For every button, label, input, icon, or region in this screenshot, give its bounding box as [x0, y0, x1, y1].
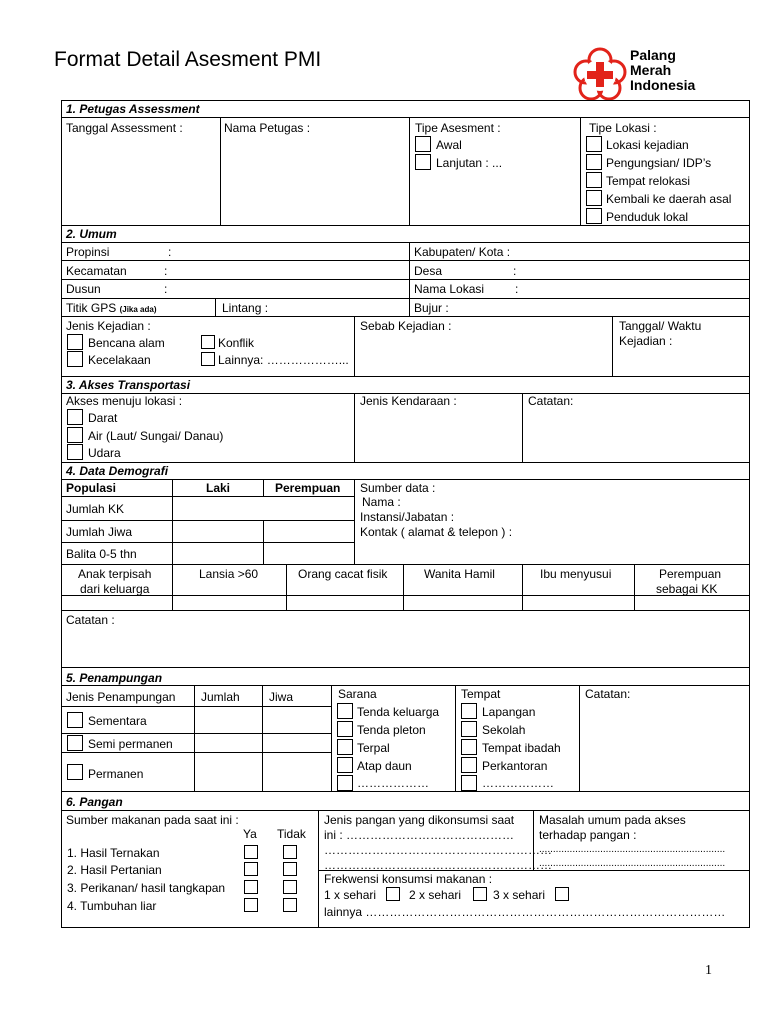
checkbox-kecelakaan[interactable] — [67, 351, 83, 367]
header-laki: Laki — [206, 481, 231, 495]
header-jumlah: Jumlah — [201, 690, 240, 704]
label-permanen: Permanen — [88, 767, 144, 781]
checkbox-perikanan-ya[interactable] — [244, 880, 258, 894]
checkbox-tenda-keluarga[interactable] — [337, 703, 353, 719]
label-sementara: Sementara — [88, 714, 147, 728]
label-tenda-keluarga: Tenda keluarga — [357, 705, 440, 719]
jenis-pangan-dots: ………………………………………………… — [324, 858, 552, 872]
checkbox-tumbuhan-tidak[interactable] — [283, 898, 297, 912]
checkbox-semi-permanen[interactable] — [67, 735, 83, 751]
label-udara: Udara — [88, 446, 121, 460]
checkbox-air[interactable] — [67, 427, 83, 443]
label-sumber-data: Sumber data : — [360, 481, 436, 495]
label-catatan-penampungan: Catatan: — [585, 687, 631, 701]
label-sumber-nama: Nama : — [362, 495, 401, 509]
section-heading-umum: 2. Umum — [66, 227, 117, 241]
gps-label-text: Titik GPS — [66, 301, 117, 315]
group-lansia: Lansia >60 — [199, 567, 259, 581]
label-tanggal-assessment: Tanggal Assessment : — [66, 121, 183, 135]
checkbox-sekolah[interactable] — [461, 721, 477, 737]
label-kecamatan: Kecamatan — [66, 264, 127, 278]
label-bujur: Bujur : — [414, 301, 449, 315]
label-lainnya-kejadian: Lainnya: ………………... — [218, 353, 349, 367]
label-kecelakaan: Kecelakaan — [88, 353, 151, 367]
label-catatan-transportasi: Catatan: — [528, 394, 574, 408]
checkbox-terpal[interactable] — [337, 739, 353, 755]
label-perikanan: 3. Perikanan/ hasil tangkapan — [67, 881, 226, 895]
label-terhadap-pangan: terhadap pangan : — [539, 828, 637, 842]
header-tidak: Tidak — [277, 827, 306, 841]
checkbox-perikanan-tidak[interactable] — [283, 880, 297, 894]
label-jenis-kejadian: Jenis Kejadian : — [66, 319, 151, 333]
label-catatan-demografi: Catatan : — [66, 613, 115, 627]
masalah-dots: ................................................................... — [539, 858, 726, 869]
label-1x-sehari: 1 x sehari — [324, 888, 377, 902]
group-anak-terpisah-line1: Anak terpisah — [78, 567, 152, 581]
label-hasil-ternakan: 1. Hasil Ternakan — [67, 846, 160, 860]
section-heading-pangan: 6. Pangan — [66, 795, 123, 809]
checkbox-lanjutan[interactable] — [415, 154, 431, 170]
label-tempat-ibadah: Tempat ibadah — [482, 741, 561, 755]
colon: : — [164, 264, 168, 278]
header-sarana: Sarana — [338, 687, 377, 701]
checkbox-kembali-ke-daerah-asal[interactable] — [586, 190, 602, 206]
label-sebab-kejadian: Sebab Kejadian : — [360, 319, 452, 333]
checkbox-atap-daun[interactable] — [337, 757, 353, 773]
checkbox-tenda-pleton[interactable] — [337, 721, 353, 737]
header-tempat: Tempat — [461, 687, 501, 701]
checkbox-3x-sehari[interactable] — [555, 887, 569, 901]
label-tempat-relokasi: Tempat relokasi — [606, 174, 691, 188]
label-pengungsian: Pengungsian/ IDP’s — [606, 156, 712, 170]
label-perkantoran: Perkantoran — [482, 759, 548, 773]
row-label-jumlah-kk: Jumlah KK — [66, 502, 125, 516]
label-air: Air (Laut/ Sungai/ Danau) — [88, 429, 224, 443]
header-populasi: Populasi — [66, 481, 117, 495]
header-jiwa: Jiwa — [269, 690, 294, 704]
jenis-pangan-dots: ………………………………………………… — [324, 843, 552, 857]
group-ibu-menyusui: Ibu menyusui — [540, 567, 612, 581]
checkbox-lokasi-kejadian[interactable] — [586, 136, 602, 152]
checkbox-tumbuhan-ya[interactable] — [244, 898, 258, 912]
label-sarana-lain: ……………… — [357, 776, 429, 790]
label-lanjutan: Lanjutan : ... — [436, 156, 503, 170]
checkbox-sementara[interactable] — [67, 712, 83, 728]
checkbox-2x-sehari[interactable] — [473, 887, 487, 901]
gps-note: (Jika ada) — [119, 305, 157, 314]
checkbox-udara[interactable] — [67, 444, 83, 460]
logo-line: Indonesia — [630, 77, 696, 93]
row-label-balita: Balita 0-5 thn — [66, 547, 137, 561]
logo-line: Palang — [630, 47, 676, 63]
label-desa: Desa — [414, 264, 443, 278]
label-tenda-pleton: Tenda pleton — [357, 723, 426, 737]
label-kejadian: Kejadian : — [619, 334, 673, 348]
label-tumbuhan-liar: 4. Tumbuhan liar — [67, 899, 157, 913]
label-jenis-pangan: Jenis pangan yang dikonsumsi saat — [324, 813, 515, 827]
label-sumber-makanan: Sumber makanan pada saat ini : — [66, 813, 239, 827]
label-darat: Darat — [88, 411, 118, 425]
page-number: 1 — [705, 963, 712, 978]
label-nama-lokasi: Nama Lokasi — [414, 282, 485, 296]
section-heading-akses-transportasi: 3. Akses Transportasi — [66, 378, 191, 392]
label-jenis-kendaraan: Jenis Kendaraan : — [360, 394, 457, 408]
label-terpal: Terpal — [357, 741, 390, 755]
group-perempuan-kk-line1: Perempuan — [659, 567, 722, 581]
label-kembali-ke-daerah-asal: Kembali ke daerah asal — [606, 192, 732, 206]
label-tipe-asesment: Tipe Asesment : — [415, 121, 501, 135]
label-titik-gps — [66, 301, 156, 317]
section-heading-petugas: 1. Petugas Assessment — [66, 102, 200, 116]
label-dusun: Dusun — [66, 282, 101, 296]
checkbox-ternakan-tidak[interactable] — [283, 845, 297, 859]
label-hasil-pertanian: 2. Hasil Pertanian — [67, 863, 162, 877]
checkbox-permanen[interactable] — [67, 764, 83, 780]
header-perempuan: Perempuan — [275, 481, 341, 495]
label-atap-daun: Atap daun — [357, 759, 412, 773]
checkbox-sarana-lain[interactable] — [337, 775, 353, 791]
label-tanggal-waktu: Tanggal/ Waktu — [619, 319, 702, 333]
label-bencana-alam: Bencana alam — [88, 336, 165, 350]
label-lapangan: Lapangan — [482, 705, 536, 719]
label-tempat-lain: ……………… — [482, 776, 554, 790]
checkbox-1x-sehari[interactable] — [386, 887, 400, 901]
checkbox-perkantoran[interactable] — [461, 757, 477, 773]
checkbox-lapangan[interactable] — [461, 703, 477, 719]
group-wanita-hamil: Wanita Hamil — [424, 567, 495, 581]
label-lainnya-frekwensi: lainnya ……………………………………………………………………………… — [324, 905, 726, 919]
label-jenis-pangan-ini: ini : …………………………………… — [324, 828, 515, 842]
label-instansi-jabatan: Instansi/Jabatan : — [360, 510, 455, 524]
checkbox-penduduk-lokal[interactable] — [586, 208, 602, 224]
label-masalah-umum: Masalah umum pada akses — [539, 813, 686, 827]
group-perempuan-kk-line2: sebagai KK — [656, 582, 718, 596]
checkbox-awal[interactable] — [415, 136, 431, 152]
label-lintang: Lintang : — [222, 301, 269, 315]
label-konflik: Konflik — [218, 336, 255, 350]
label-akses-menuju-lokasi: Akses menuju lokasi : — [66, 394, 183, 408]
label-2x-sehari: 2 x sehari — [409, 888, 462, 902]
row-label-jumlah-jiwa: Jumlah Jiwa — [66, 525, 133, 539]
label-penduduk-lokal: Penduduk lokal — [606, 210, 689, 224]
label-semi-permanen: Semi permanen — [88, 737, 173, 751]
document-title: Format Detail Asesment PMI — [54, 48, 322, 71]
label-awal: Awal — [436, 138, 462, 152]
checkbox-pertanian-ya[interactable] — [244, 862, 258, 876]
checkbox-tempat-relokasi[interactable] — [586, 172, 602, 188]
label-sekolah: Sekolah — [482, 723, 526, 737]
checkbox-lainnya-kejadian[interactable] — [201, 352, 215, 366]
masalah-dots: ................................................................... — [539, 844, 726, 855]
label-frekwensi: Frekwensi konsumsi makanan : — [324, 872, 493, 886]
label-kabupaten-kota: Kabupaten/ Kota : — [414, 245, 511, 259]
checkbox-konflik[interactable] — [201, 335, 215, 349]
section-heading-penampungan: 5. Penampungan — [66, 671, 163, 685]
checkbox-pengungsian[interactable] — [586, 154, 602, 170]
header-jenis-penampungan: Jenis Penampungan — [66, 690, 176, 704]
section-heading-data-demografi: 4. Data Demografi — [66, 464, 169, 478]
group-anak-terpisah-line2: dari keluarga — [80, 582, 150, 596]
checkbox-darat[interactable] — [67, 409, 83, 425]
checkbox-tempat-ibadah[interactable] — [461, 739, 477, 755]
colon: : — [515, 282, 519, 296]
header-ya: Ya — [243, 827, 257, 841]
label-tipe-lokasi: Tipe Lokasi : — [589, 121, 657, 135]
colon: : — [164, 282, 168, 296]
logo-line: Merah — [630, 62, 672, 78]
label-3x-sehari: 3 x sehari — [493, 888, 546, 902]
label-kontak: Kontak ( alamat & telepon ) : — [360, 525, 513, 539]
checkbox-ternakan-ya[interactable] — [244, 845, 258, 859]
colon: : — [513, 264, 517, 278]
checkbox-pertanian-tidak[interactable] — [283, 862, 297, 876]
label-nama-petugas: Nama Petugas : — [224, 121, 311, 135]
label-propinsi: Propinsi — [66, 245, 110, 259]
checkbox-bencana-alam[interactable] — [67, 334, 83, 350]
checkbox-tempat-lain[interactable] — [461, 775, 477, 791]
colon: : — [168, 245, 172, 259]
group-orang-cacat-fisik: Orang cacat fisik — [298, 567, 388, 581]
label-lokasi-kejadian: Lokasi kejadian — [606, 138, 689, 152]
